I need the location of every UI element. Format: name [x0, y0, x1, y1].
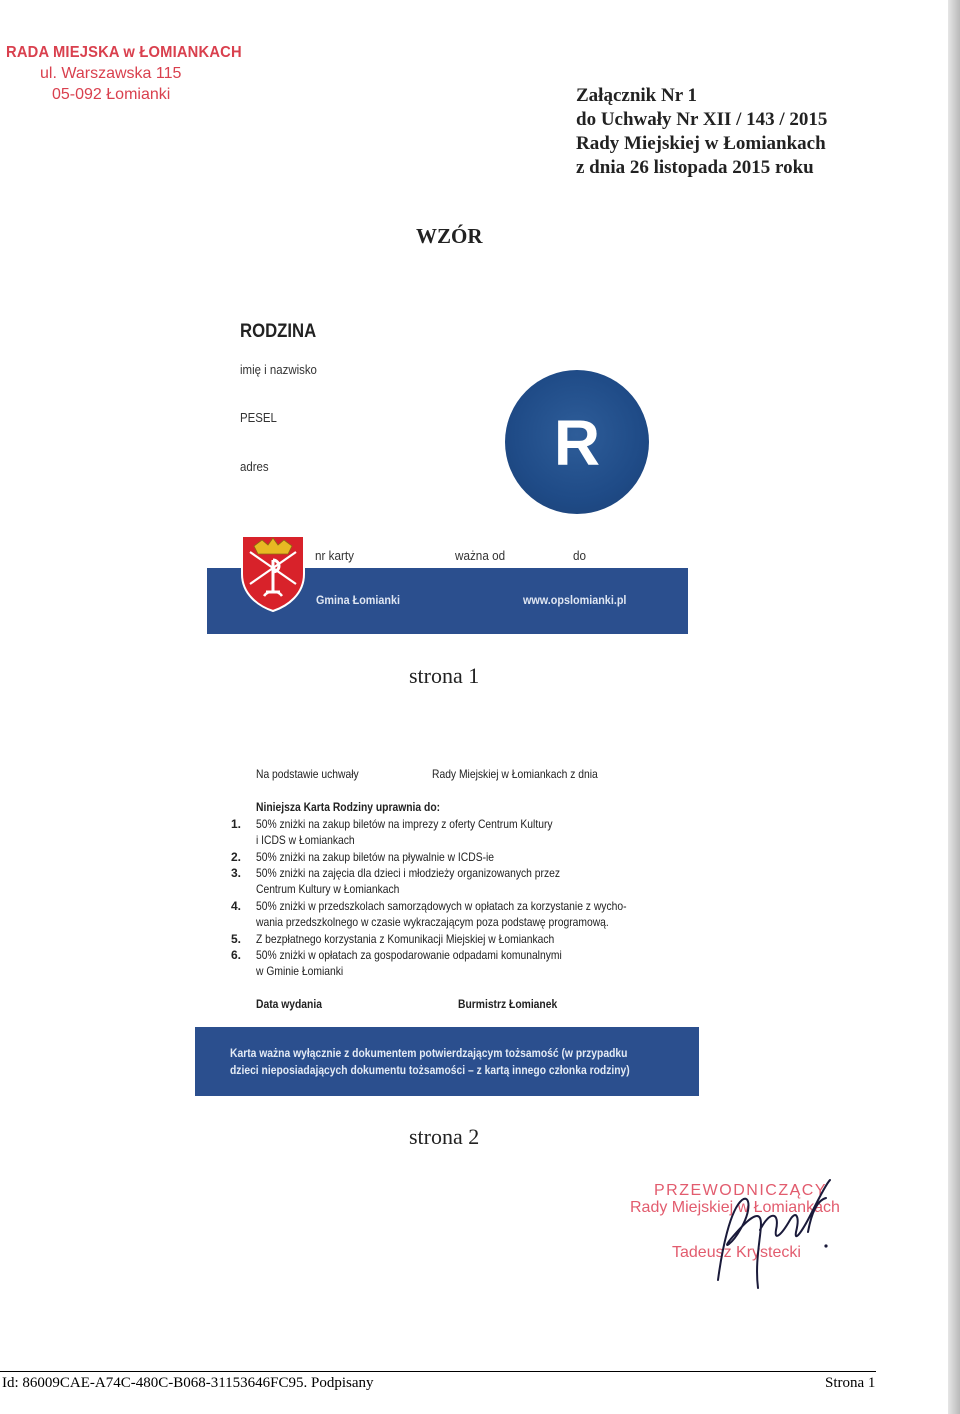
chair-stamp-council: Rady Miejskiej w Łomiankach [630, 1199, 840, 1216]
attachment-council: Rady Miejskiej w Łomiankach [576, 133, 826, 154]
validity-notice-line2: dzieci nieposiadających dokumentu tożsamości – z kartą innego członka rodziny) [230, 1063, 630, 1077]
page2-caption: strona 2 [409, 1124, 480, 1149]
item-line: 50% zniżki na zakup biletów na imprezy z oferty Centrum Kultury [256, 817, 553, 831]
attachment-number: Załącznik Nr 1 [576, 85, 698, 106]
validity-notice-line1: Karta ważna wyłącznie z dokumentem potwierdzającym tożsamość (w przypadku [230, 1046, 628, 1060]
item-line: 50% zniżki w przedszkolach samorządowych w opłatach za korzystanie z wycho- [256, 899, 627, 913]
attachment-date: z dnia 26 listopada 2015 roku [576, 157, 814, 178]
item-line: 50% zniżki na zakup biletów na pływalnie w ICDS-ie [256, 850, 495, 864]
issue-date-label: Data wydania [256, 997, 322, 1011]
entitlements-heading: Niniejsza Karta Rodziny uprawnia do: [256, 800, 441, 814]
item-number: 2. [231, 850, 242, 864]
template-heading: WZÓR [416, 224, 483, 248]
municipal-crest-icon [240, 534, 306, 612]
item-line: Centrum Kultury w Łomiankach [256, 882, 400, 896]
item-number: 5. [231, 932, 242, 946]
field-pesel-label: PESEL [240, 410, 277, 425]
stamp-street: ul. Warszawska 115 [40, 65, 182, 82]
stamp-council-name: RADA MIEJSKA w ŁOMIANKACH [6, 44, 242, 61]
item-number: 1. [231, 817, 242, 831]
item-number: 3. [231, 866, 242, 880]
item-number: 6. [231, 948, 242, 962]
council-address-stamp [6, 42, 262, 105]
basis-label: Na podstawie uchwały [256, 767, 359, 781]
family-badge-letter: R [553, 407, 601, 479]
card-title: RODZINA [240, 321, 317, 342]
field-address-label: adres [240, 459, 269, 474]
valid-from-label: ważna od [455, 548, 506, 563]
municipality-name: Gmina Łomianki [316, 593, 401, 607]
item-line: wania przedszkolnego w czasie wykraczającym poza podstawę programową. [256, 915, 609, 929]
card-back-band [195, 1027, 699, 1096]
mayor-label: Burmistrz Łomianek [458, 997, 558, 1011]
handwritten-signature-icon [700, 1170, 840, 1295]
stamp-postcode: 05-092 Łomianki [52, 86, 171, 103]
attachment-resolution: do Uchwały Nr XII / 143 / 2015 [576, 109, 828, 130]
item-line: 50% zniżki na zajęcia dla dzieci i młodzieży organizowanych przez [256, 866, 561, 880]
chair-stamp-title: PRZEWODNICZĄCY [654, 1182, 827, 1199]
item-line: i ICDS w Łomiankach [256, 833, 355, 847]
card-number-label: nr karty [315, 548, 355, 563]
item-line: Z bezpłatnego korzystania z Komunikacji Miejskiej w Łomiankach [256, 932, 555, 946]
attachment-header [576, 84, 827, 180]
footer-rule [0, 1371, 876, 1372]
page1-caption: strona 1 [409, 663, 480, 688]
item-line: w Gminie Łomianki [256, 964, 344, 978]
item-line: 50% zniżki w opłatach za gospodarowanie odpadami komunalnymi [256, 948, 562, 962]
basis-council: Rady Miejskiej w Łomiankach z dnia [432, 767, 598, 781]
valid-to-label: do [573, 548, 587, 563]
chair-stamp-name: Tadeusz Krystecki [672, 1244, 801, 1261]
family-badge [505, 370, 649, 514]
footer-page-number: Strona 1 [825, 1375, 876, 1391]
field-name-label: imię i nazwisko [240, 362, 317, 377]
item-number: 4. [231, 899, 242, 913]
footer-document-id: Id: 86009CAE-A74C-480C-B068-31153646FC95. Podpisany [2, 1375, 374, 1391]
website-address: www.opslomianki.pl [523, 593, 627, 607]
page-edge-shadow [948, 0, 960, 1414]
